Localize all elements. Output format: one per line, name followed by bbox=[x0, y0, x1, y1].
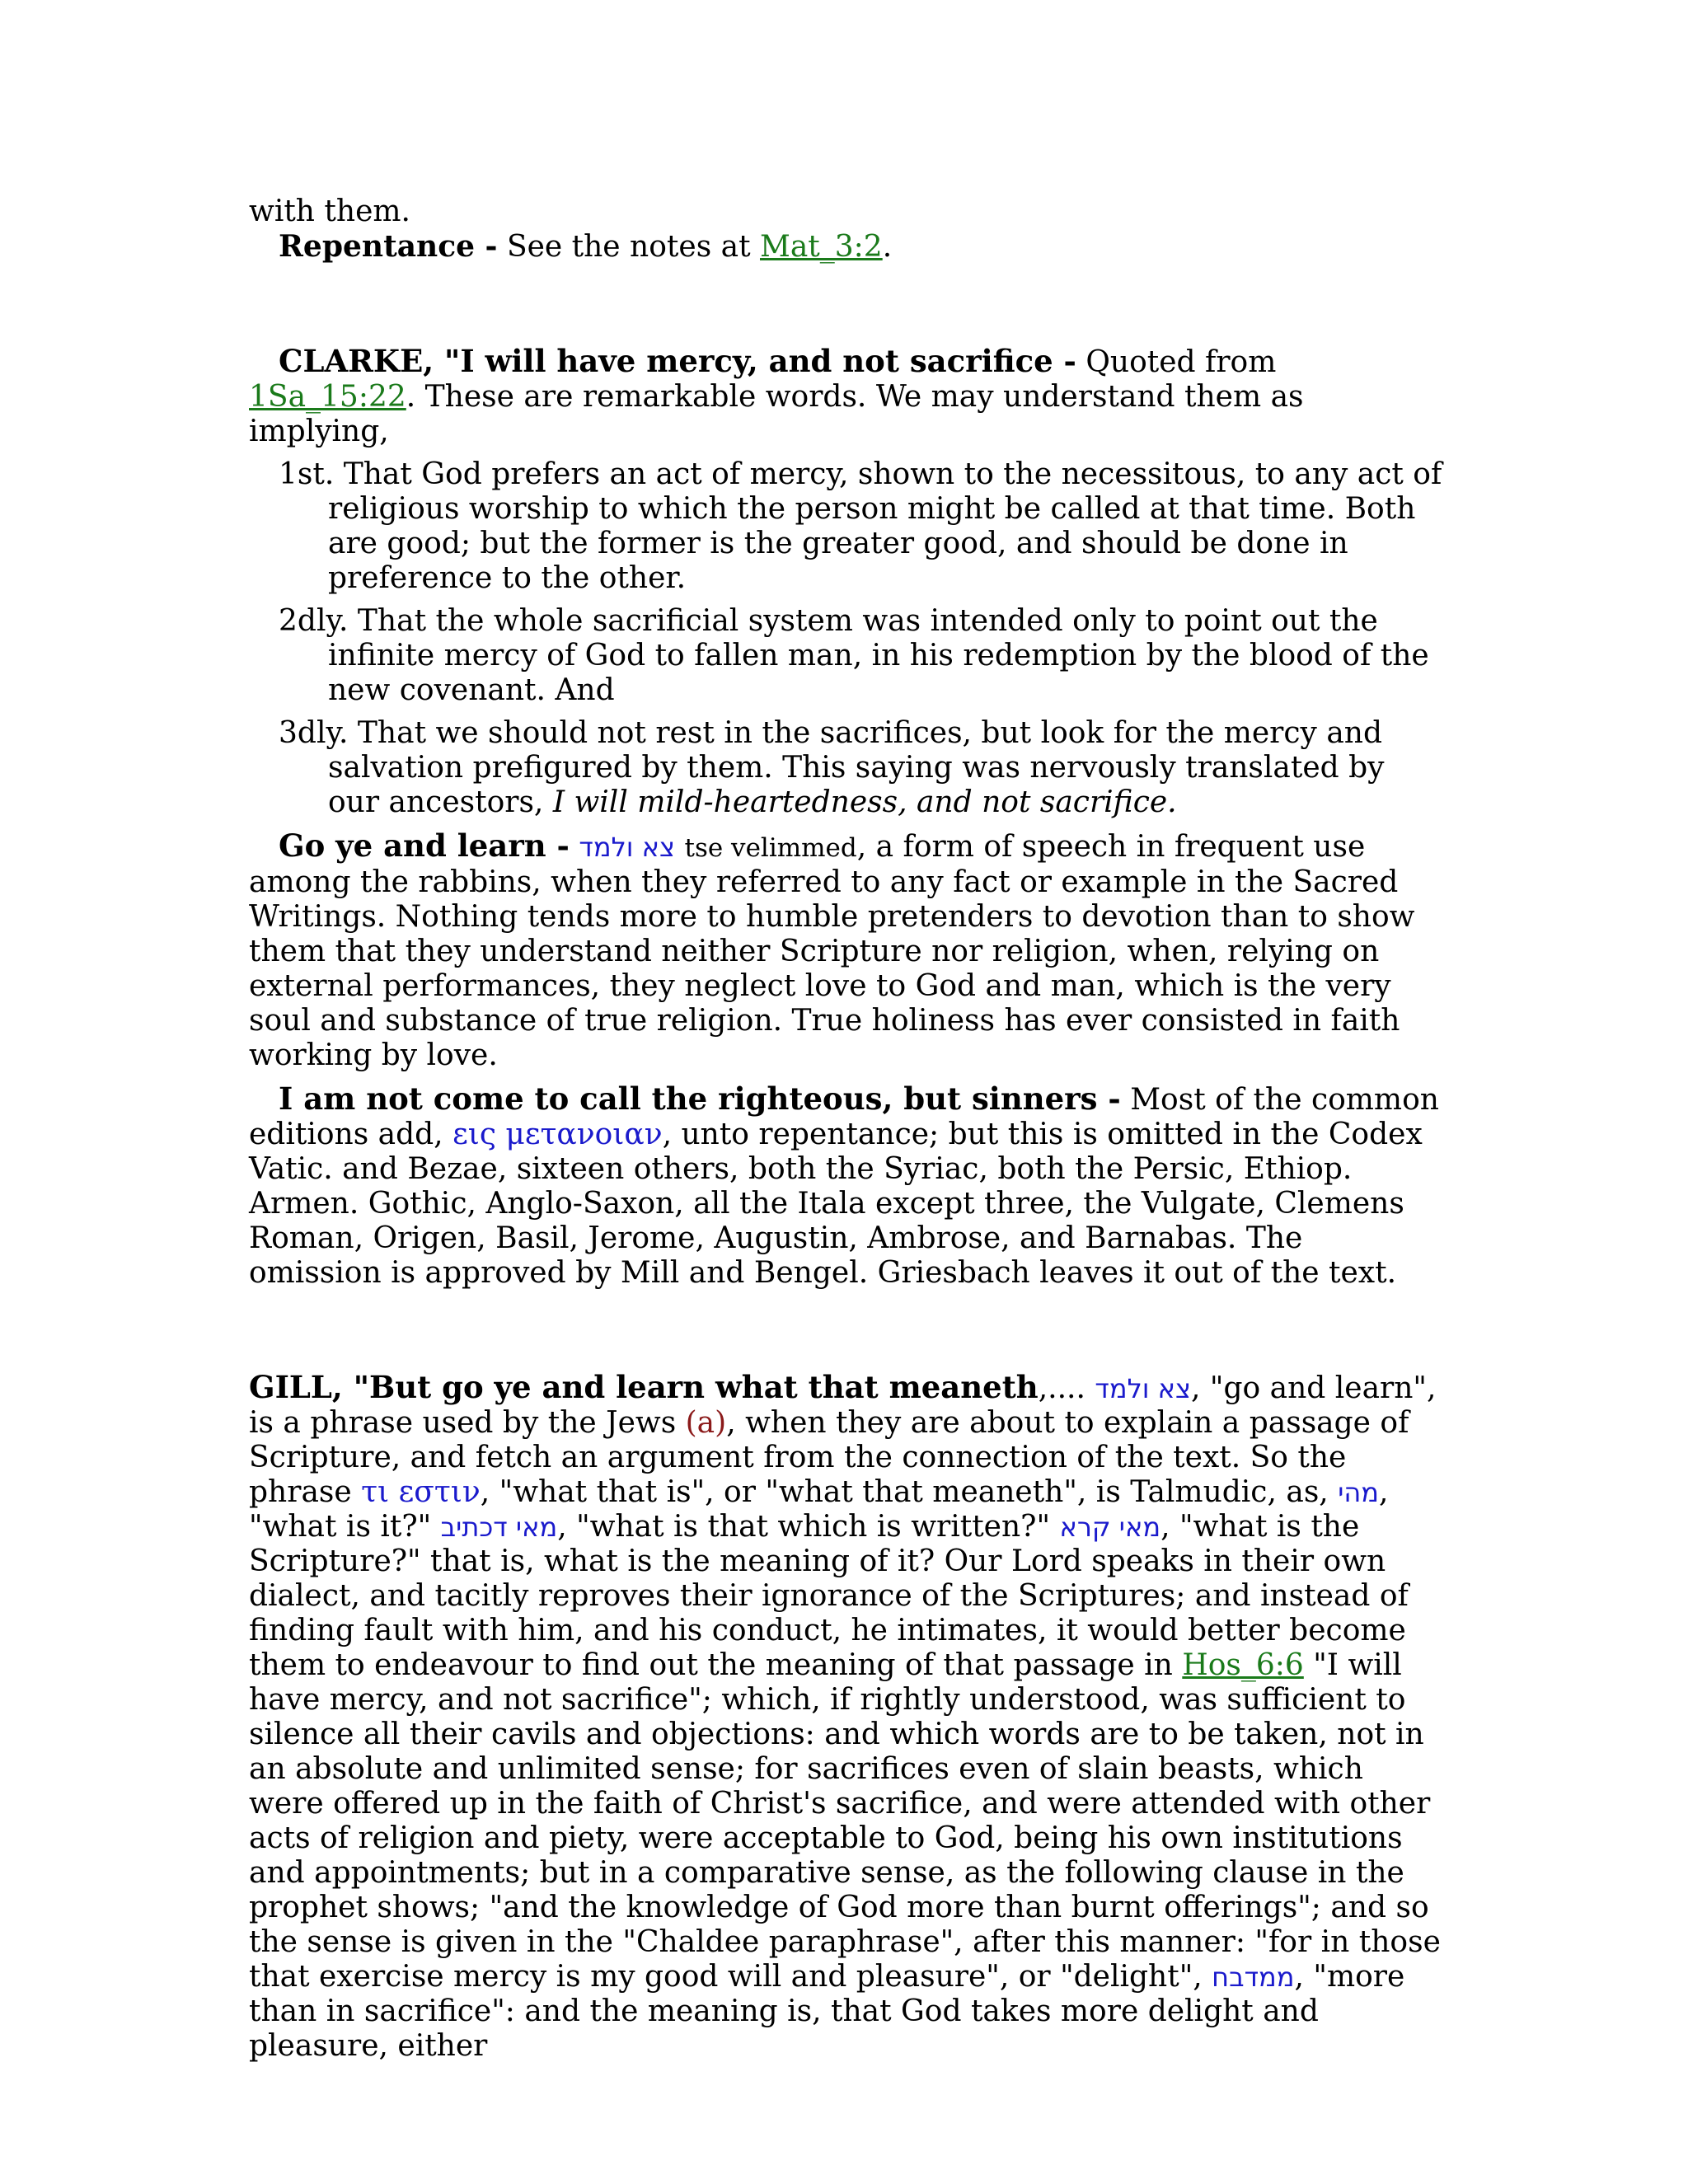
gill-heading: GILL, "But go ye and learn what that meaneth bbox=[249, 1369, 1039, 1405]
hebrew-mai-kara: מאי קרא bbox=[1059, 1511, 1161, 1543]
gill-paragraph: GILL, "But go ye and learn what that meaneth,.... צא ולמד, "go and learn", is a phrase used by the Jews (a), when they are about to explain a passage of Scripture, and fetch an argument from the connection of the text. So the phrase τι εστιν, "what that is", or "what that meaneth", is Talmudic, as, מהי, "what is it?" מאי דכתיב, "what is that which is written?" מאי קרא, "what is the Scripture?" that is, what is the meaning of it? Our Lord speaks in their own dialect, and tacitly reproves their ignorance of the Scriptures; and instead of finding fault with him, and his conduct, he intimates, it would better become them to endeavour to find out the meaning of that passage in Hos_6:6 "I will have mercy, and not sacrifice"; which, if rightly understood, was sufficient to silence all their cavils and objections: and which words are to be taken, not in an absolute and unlimited sense; for sacrifices even of slain beasts, which were offered up in the faith of Christ's sacrifice, and were attended with other acts of religion and piety, were acceptable to God, being his own institutions and appointments; but in a comparative sense, as the following clause in the prophet shows; "and the knowledge of God more than burnt offerings"; and so the sense is given in the "Chaldee paraphrase", after this manner: "for in those that exercise mercy is my good will and pleasure", or "delight", ממדבח, "more than in sacrifice": and the meaning is, that God takes more delight and pleasure, either bbox=[249, 1369, 1441, 2063]
clarke-intro-paragraph: CLARKE, "I will have mercy, and not sacrifice - Quoted from 1Sa_15:22. These are remarkable words. We may understand them as implying, bbox=[249, 343, 1304, 448]
hebrew-tse-velimmed: צא ולמד bbox=[579, 832, 676, 863]
barnes-repentance-paragraph: Repentance - See the notes at Mat_3:2. bbox=[279, 229, 893, 264]
clarke-list-item-1: 1st. That God prefers an act of mercy, shown to the necessitous, to any act of religious worship to which the person might be called at that time. Both are good; but the former is the greater good, and should be done in preference to the other. bbox=[279, 457, 1442, 595]
footnote-ref-a[interactable]: (a) bbox=[685, 1406, 727, 1440]
link-1sa-15-22[interactable]: 1Sa_15:22 bbox=[249, 380, 406, 414]
transliteration: tse velimmed bbox=[684, 833, 857, 863]
go-learn-heading: Go ye and learn - bbox=[279, 827, 570, 864]
righteous-heading: I am not come to call the righteous, but sinners - bbox=[279, 1080, 1121, 1117]
clarke-heading: CLARKE, "I will have mercy, and not sacrifice - bbox=[279, 343, 1076, 379]
hebrew-mai-dichtiv: מאי דכתיב bbox=[440, 1511, 558, 1543]
clarke-list-item-2: 2dly. That the whole sacrificial system was intended only to point out the infinite mercy of God to fallen man, in his redemption by the blood of the new covenant. And bbox=[279, 604, 1429, 707]
commentary-content bbox=[249, 194, 1444, 2064]
hebrew-go-and-learn: צא ולמד bbox=[1095, 1373, 1192, 1404]
greek-eis-metanoian: εις μετανοιαν bbox=[452, 1118, 663, 1151]
repentance-heading: Repentance - bbox=[279, 229, 498, 264]
link-mat-3-2[interactable]: Mat_3:2 bbox=[759, 230, 883, 264]
greek-ti-estin: τι εστιν bbox=[361, 1475, 481, 1509]
hebrew-mahi: מהי bbox=[1338, 1477, 1379, 1508]
hebrew-mimmidbach: ממדבח bbox=[1212, 1961, 1295, 1993]
link-hos-6-6[interactable]: Hos_6:6 bbox=[1182, 1648, 1304, 1682]
barnes-continuation: with them. bbox=[249, 194, 410, 228]
clarke-item3-italic: I will mild-heartedness, and not sacrifice. bbox=[552, 785, 1177, 819]
clarke-list-item-3: 3dly. That we should not rest in the sacrifices, but look for the mercy and salvation prefigured by them. This saying was nervously translated by our ancestors, I will mild-heartedness, and not sacrifice. bbox=[279, 716, 1385, 819]
clarke-go-learn-paragraph: Go ye and learn - צא ולמד tse velimmed, a form of speech in frequent use among the rabbins, when they referred to any fact or example in the Sacred Writings. Nothing tends more to humble pretenders to devotion than to show them that they understand neither Scripture nor religion, when, relying on external performances, they neglect love to God and man, which is the very soul and substance of true religion. True holiness has ever consisted in faith working by love. bbox=[249, 827, 1415, 1072]
clarke-righteous-paragraph: I am not come to call the righteous, but sinners - Most of the common editions add, εις μετανοιαν, unto repentance; but this is omitted in the Codex Vatic. and Bezae, sixteen others, both the Syriac, both the Persic, Ethiop. Armen. Gothic, Anglo-Saxon, all the Itala except three, the Vulgate, Clemens Roman, Origen, Basil, Jerome, Augustin, Ambrose, and Barnabas. The omission is approved by Mill and Bengel. Griesbach leaves it out of the text. bbox=[249, 1080, 1439, 1290]
